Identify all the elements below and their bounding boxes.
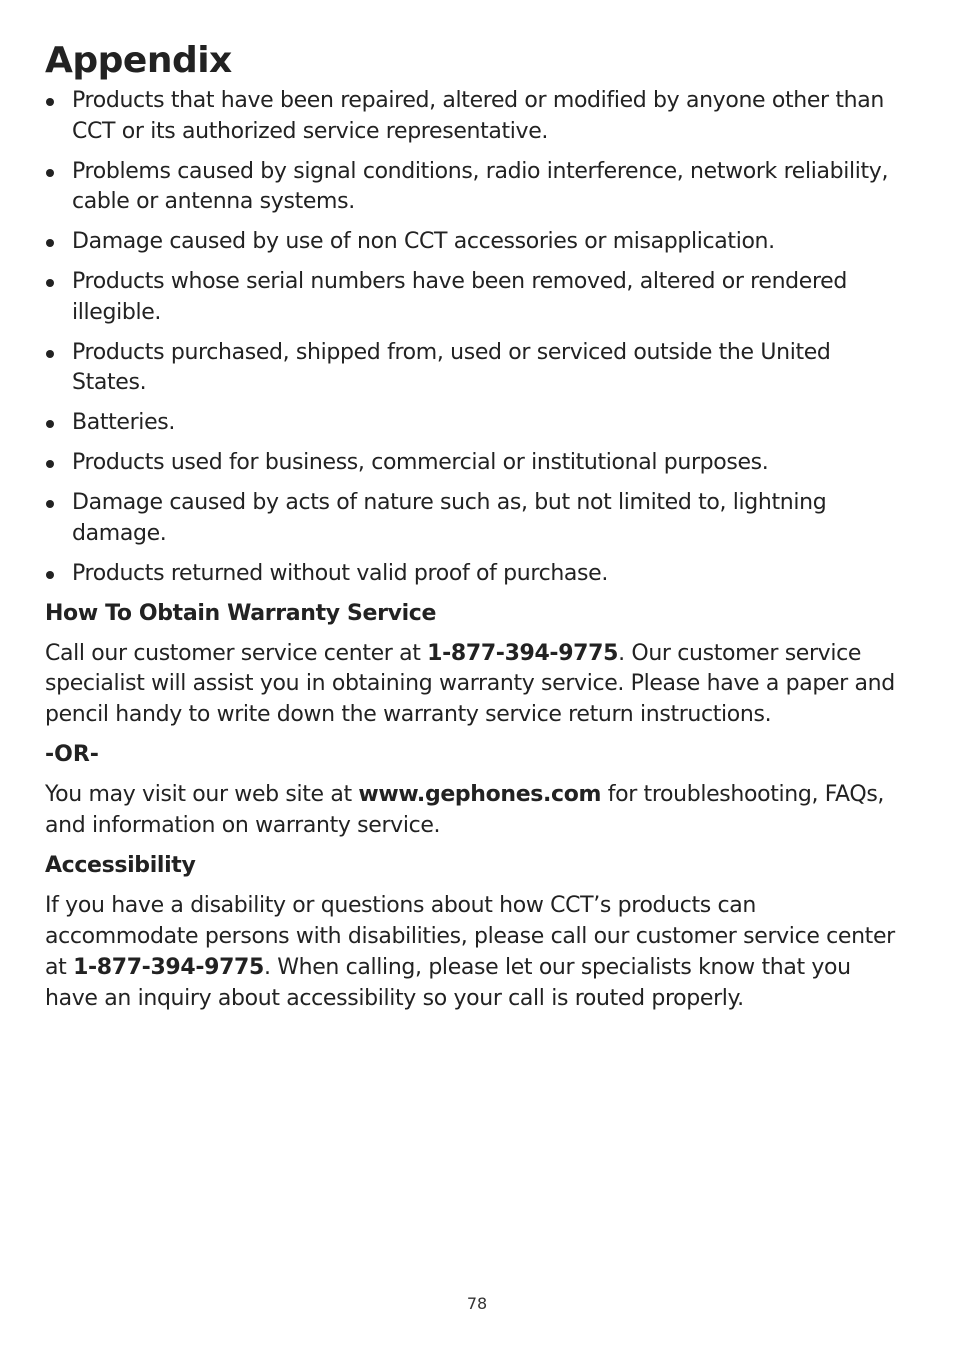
- page-title: Appendix: [45, 40, 232, 81]
- bullet-icon: [46, 350, 54, 358]
- call-prefix-text: Call our customer service center at: [45, 640, 428, 666]
- accessibility-phone-number: 1-877-394-9775: [73, 955, 264, 981]
- list-item: [45, 227, 905, 258]
- list-item-text: Batteries.: [72, 410, 176, 435]
- list-item-text: Products that have been repaired, altered or modified by anyone other than CCT or its authorized service representative.: [72, 88, 884, 144]
- list-item-text: Damage caused by use of non CCT accessories or misapplication.: [72, 229, 775, 254]
- bullet-icon: [46, 169, 54, 177]
- website-link: www.gephones.com: [358, 782, 602, 808]
- list-item-text: Products purchased, shipped from, used or serviced outside the United States.: [72, 339, 831, 395]
- list-item: [45, 559, 905, 590]
- warranty-service-heading: How To Obtain Warranty Service: [45, 600, 437, 626]
- bullet-icon: [46, 420, 54, 428]
- bullet-icon: [46, 500, 54, 508]
- web-prefix-text: You may visit our web site at: [45, 782, 359, 808]
- document-page: [45, 38, 905, 1024]
- list-item-text: Damage caused by acts of nature such as, but not limited to, lightning damage.: [72, 490, 827, 546]
- list-item-text: Products returned without valid proof of purchase.: [72, 560, 608, 586]
- or-separator: -OR-: [45, 742, 99, 768]
- accessibility-heading: Accessibility: [45, 853, 196, 879]
- list-item-text: Products whose serial numbers have been removed, altered or rendered illegible.: [72, 269, 847, 325]
- list-item: [45, 408, 905, 439]
- call-suffix-text: . Our customer service specialist will assist you in obtaining warranty service. Please have a paper and pencil handy to write down the warranty service return instructions.: [45, 640, 895, 728]
- list-item: [45, 338, 905, 399]
- list-item: [45, 267, 905, 328]
- list-item: [45, 448, 905, 479]
- warranty-web-paragraph: [45, 780, 905, 842]
- web-suffix-text: for troubleshooting, FAQs, and information on warranty service.: [45, 782, 885, 839]
- phone-number: 1-877-394-9775: [427, 640, 619, 666]
- list-item-text: Problems caused by signal conditions, radio interference, network reliability, cable or antenna systems.: [72, 158, 889, 214]
- accessibility-prefix-text: If you have a disability or questions about how CCT’s products can accommodate persons with disabilities, please call our customer service center at: [45, 893, 895, 981]
- accessibility-paragraph: [45, 891, 905, 1014]
- bullet-icon: [46, 571, 54, 579]
- list-item-text: Products used for business, commercial or institutional purposes.: [72, 450, 769, 475]
- accessibility-suffix-text: . When calling, please let our specialists know that you have an inquiry about accessibility so your call is routed properly.: [45, 955, 851, 1011]
- bullet-icon: [46, 460, 54, 468]
- list-item: [45, 488, 905, 549]
- bullet-icon: [46, 98, 54, 106]
- bullet-icon: [46, 239, 54, 247]
- bullet-icon: [46, 279, 54, 287]
- exclusions-list: [45, 86, 905, 589]
- list-item: [45, 86, 905, 147]
- list-item: [45, 157, 905, 218]
- warranty-call-paragraph: [45, 639, 905, 731]
- page-number: 78: [466, 1294, 488, 1313]
